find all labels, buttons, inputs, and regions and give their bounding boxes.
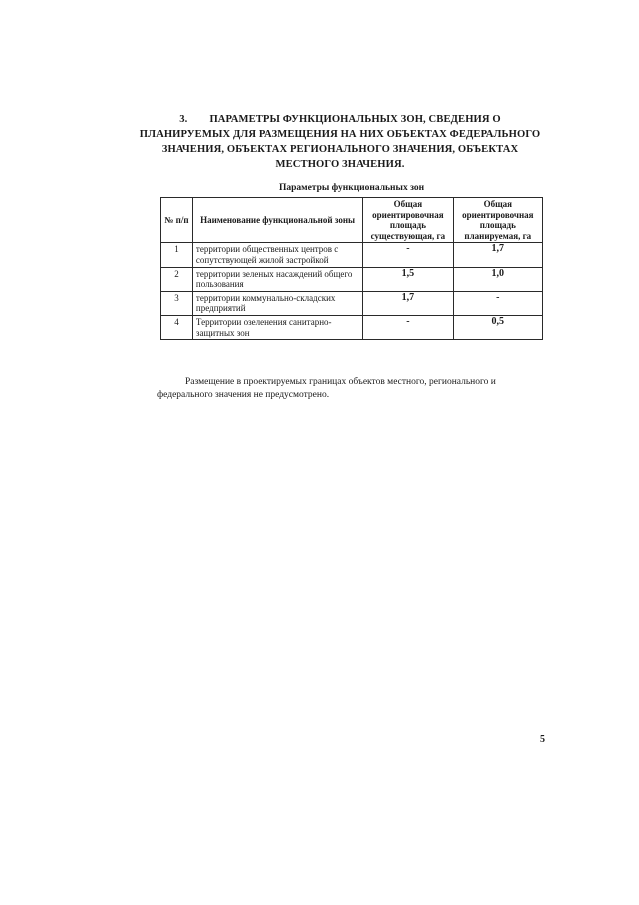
section-title-first-line: ПАРАМЕТРЫ ФУНКЦИОНАЛЬНЫХ ЗОН, СВЕДЕНИЯ О <box>209 114 501 125</box>
cell-name: территории коммунально-складских предприятий <box>192 291 362 315</box>
cell-num: 3 <box>161 291 193 315</box>
cell-num: 2 <box>161 267 193 291</box>
cell-name: территории общественных центров с сопутствующей жилой застройкой <box>192 243 362 267</box>
section-number: 3. <box>179 114 188 125</box>
body-paragraph: Размещение в проектируемых границах объектов местного, регионального и федерального значения не предусмотрено. <box>157 377 496 400</box>
cell-existing: 1,7 <box>363 291 453 315</box>
table-row <box>161 267 543 291</box>
header-num: № п/п <box>161 198 193 243</box>
cell-num: 1 <box>161 243 193 267</box>
table-caption: Параметры функциональных зон <box>278 183 425 193</box>
cell-existing: - <box>363 315 453 339</box>
cell-name: территории зеленых насаждений общего пользования <box>192 267 362 291</box>
cell-planned: - <box>453 291 542 315</box>
header-planned-area: Общая ориентировочная площадь планируемая, га <box>453 198 542 243</box>
table-header-row <box>161 198 543 243</box>
cell-planned: 1,0 <box>453 267 542 291</box>
page-number: 5 <box>540 734 545 745</box>
cell-num: 4 <box>161 315 193 339</box>
cell-name: Территории озеленения санитарно-защитных зон <box>192 315 362 339</box>
cell-planned: 1,7 <box>453 243 542 267</box>
header-name: Наименование функциональной зоны <box>192 198 362 243</box>
section-heading-first-line <box>130 112 550 127</box>
header-existing-area: Общая ориентировочная площадь существующая, га <box>363 198 453 243</box>
cell-existing: 1,5 <box>363 267 453 291</box>
cell-planned: 0,5 <box>453 315 542 339</box>
cell-existing: - <box>363 243 453 267</box>
zones-table <box>160 197 543 340</box>
section-title-rest: ПЛАНИРУЕМЫХ ДЛЯ РАЗМЕЩЕНИЯ НА НИХ ОБЪЕКТАХ ФЕДЕРАЛЬНОГО ЗНАЧЕНИЯ, ОБЪЕКТАХ РЕГИОНАЛЬНОГО ЗНАЧЕНИЯ, ОБЪЕКТАХ МЕСТНОГО ЗНАЧЕНИЯ. <box>139 129 541 170</box>
table-row <box>161 315 543 339</box>
table-row <box>161 243 543 267</box>
table-row <box>161 291 543 315</box>
section-heading <box>130 112 550 172</box>
